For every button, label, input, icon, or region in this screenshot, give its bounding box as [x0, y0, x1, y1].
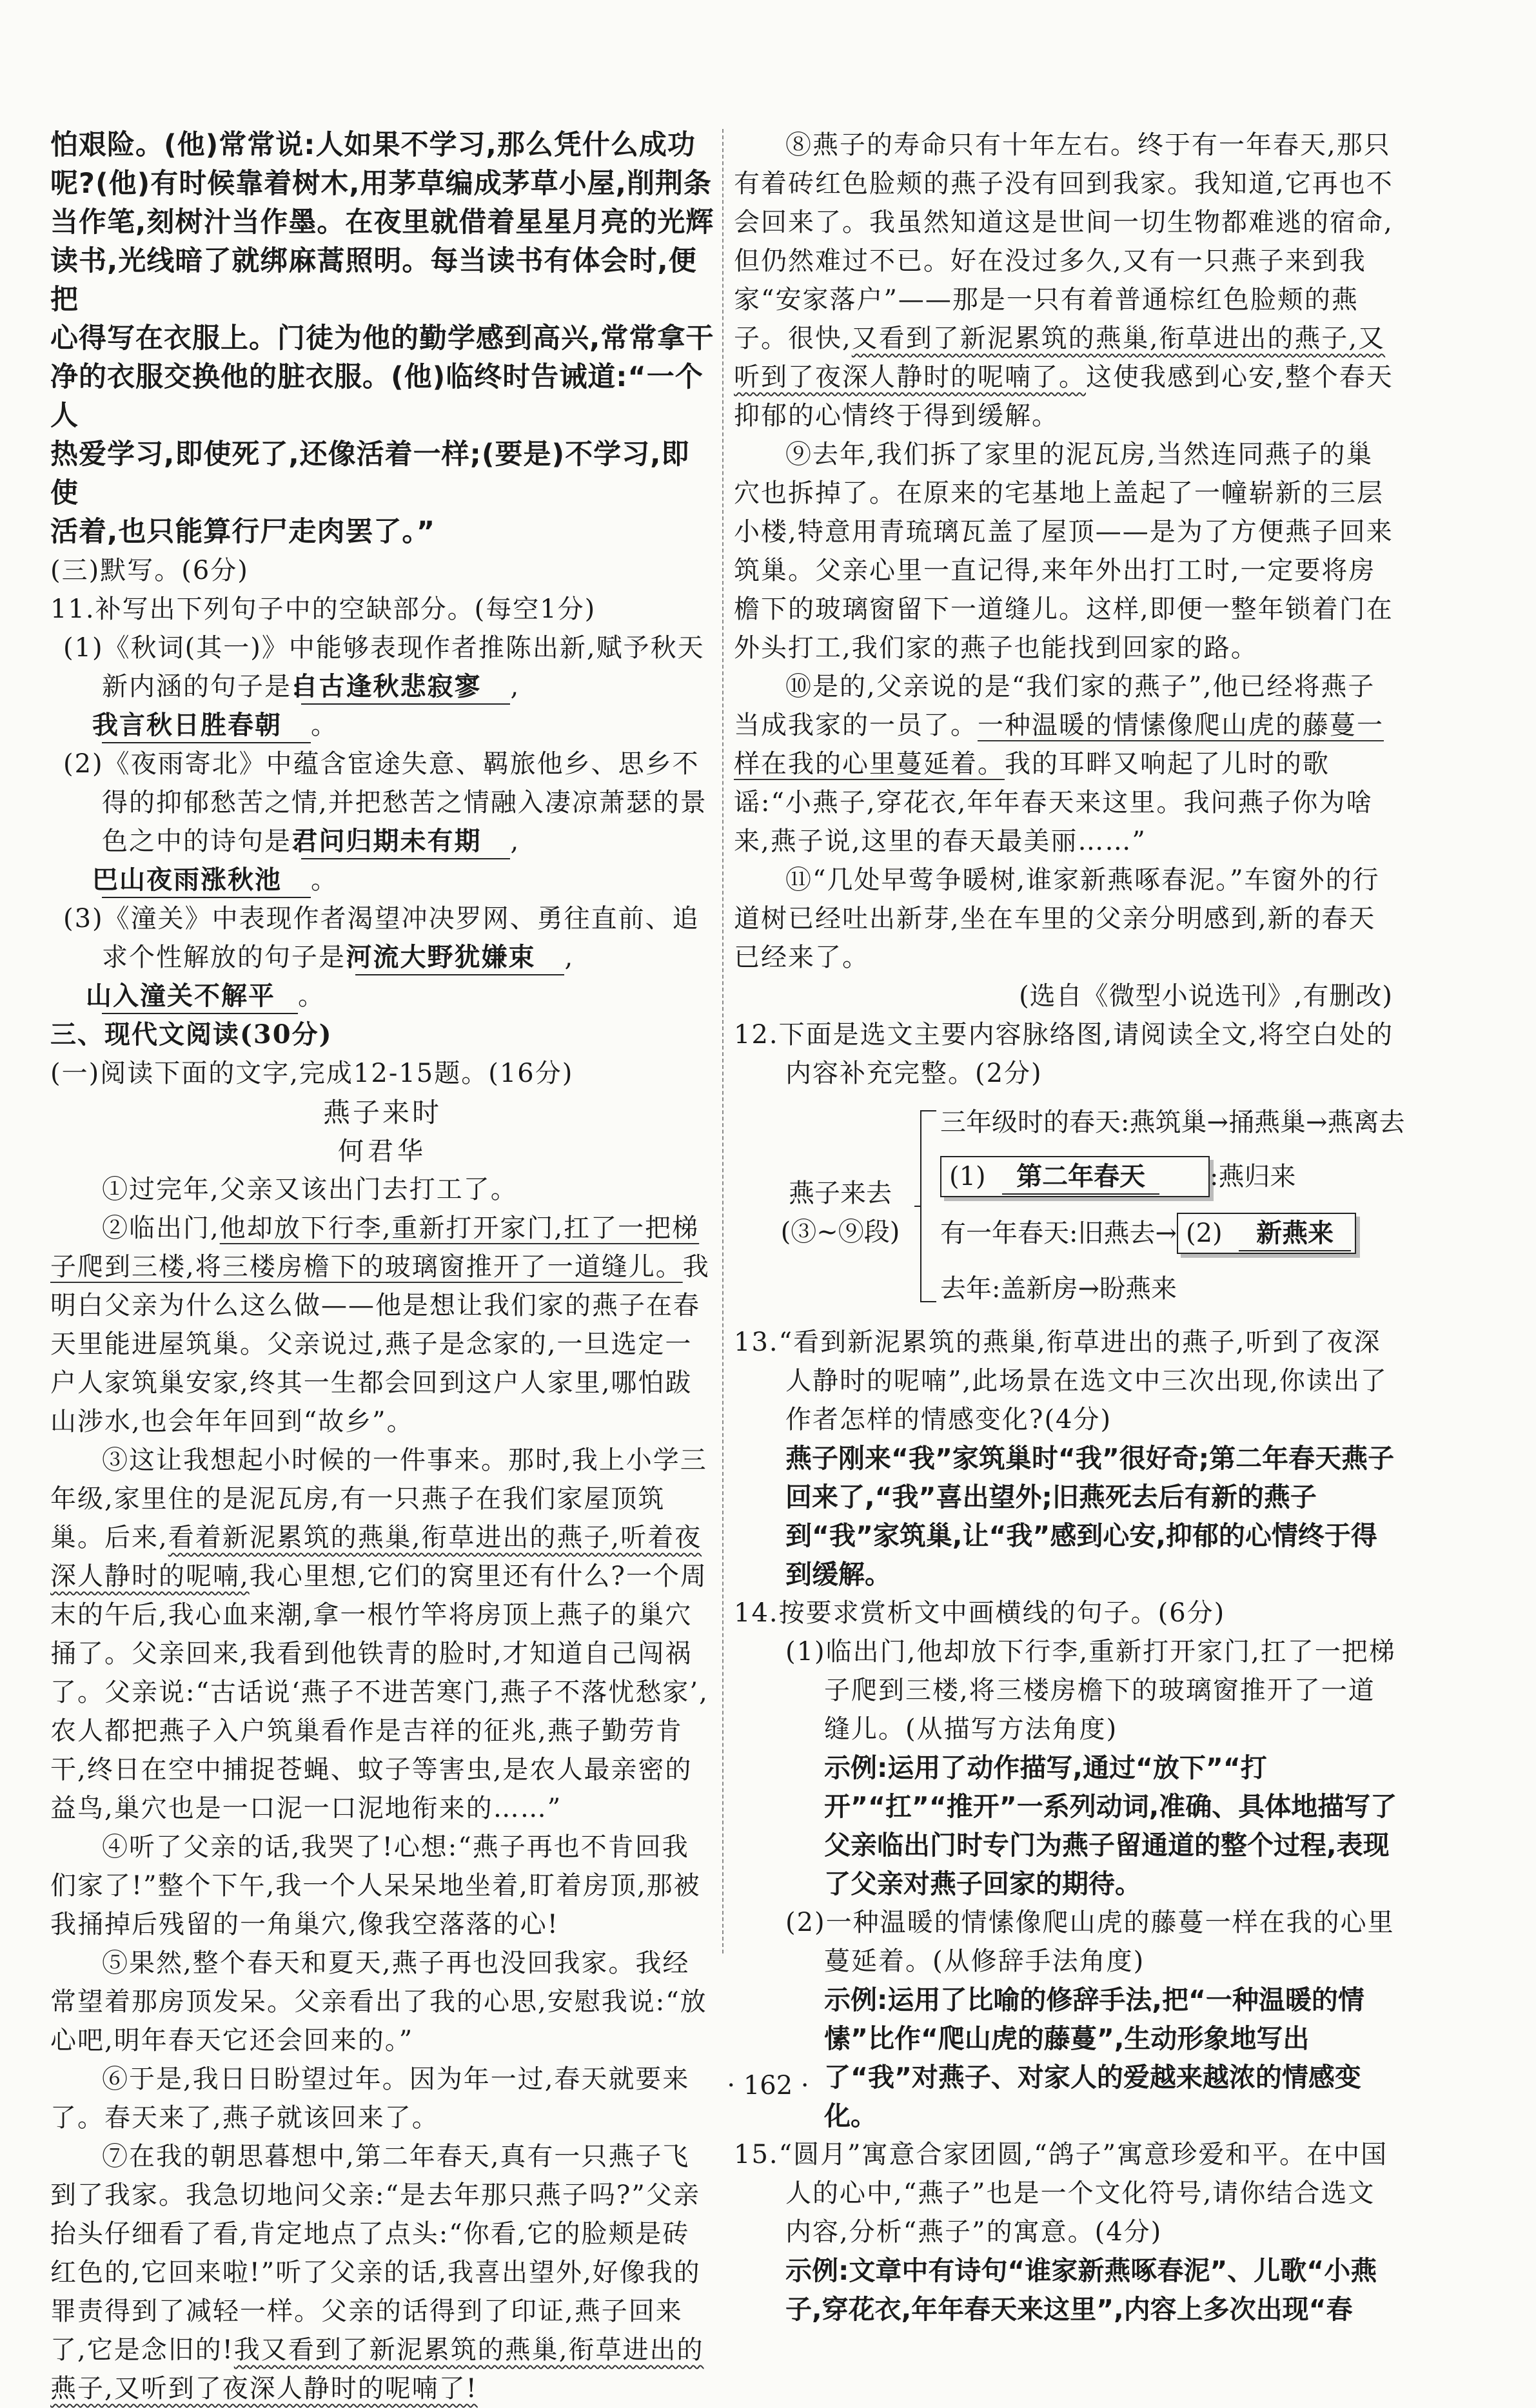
question-13: 13.“看到新泥累筑的燕巢,衔草进出的燕子,听到了夜深人静时的呢喃”,此场景在选文中三次出现,你读出了作者怎样的情感变化?(4分) [734, 1327, 1388, 1434]
paragraph-4: ④听了父亲的话,我哭了!心想:“燕子再也不肯回我们家了!”整个下午,我一个人呆呆地坐着,盯着房顶,那被我捅掉后残留的一角巢穴,像我空落落的心! [50, 1832, 701, 1939]
comma: , [564, 943, 575, 972]
wavy-scene-3: 又看到了新泥累筑的燕巢,衔草进出的燕子,又听到了夜深人静时的呢喃了。 [734, 324, 1386, 392]
diagram-answer-1[interactable]: 第二年春天 [1002, 1160, 1159, 1195]
paragraph-11: ⑪“几处早莺争暖树,谁家新燕啄春泥。”车窗外的行道树已经吐出新芽,坐在车里的父亲分明感到,新的春天已经来了。 [734, 865, 1380, 972]
wavy-scene-1: 看着新泥累筑的燕巢,衔草进出的燕子,听着夜深人静时的呢喃, [50, 1523, 702, 1591]
reading-instructions: (一)阅读下面的文字,完成12-15题。(16分) [50, 1059, 574, 1088]
p3-lead: ③这让我想起小时候的一件事来。那时,我上小学三年级,家里住的是泥瓦房,有一只燕子在我们家屋顶筑巢。后来, [50, 1445, 707, 1552]
diagram-row-1: 三年级时的春天:燕筑巢→捅燕巢→燕离去 [940, 1108, 1405, 1137]
paragraph-5: ⑤果然,整个春天和夏天,燕子再也没回我家。我经常望着那房顶发呆。父亲看出了我的心思,安慰我说:“放心吧,明年春天它还会回来的。” [50, 1948, 707, 2055]
article-author: 何君华 [338, 1137, 427, 1166]
intro-line: 活着,也只能算行尸走肉罢了。” [50, 516, 436, 548]
wavy-scene-2: 我又看到了新泥累筑的燕巢,衔草进出的燕子,又听到了夜深人静时的呢喃了! [50, 2335, 704, 2403]
diagram-root-range: (③~⑨段) [780, 1217, 900, 1247]
q11-1-answer-b[interactable]: 我言秋日胜春朝 [102, 709, 311, 743]
diagram-row-3-prefix: 有一年春天:旧燕去→ [940, 1219, 1177, 1248]
p8-lead: ⑧燕子的寿命只有十年左右。终于有一年春天,那只有着砖红色脸颊的燕子没有回到我家。我知道,它再也不会回来了。我虽然知道这是世间一切生物都难逃的宿命,但仍然难过不已。好在没过多久,又有一只燕子来到我家“安家落户”——那是一只有着普通棕红色脸颊的燕子。很快, [734, 130, 1393, 353]
intro-line: 怕艰险。(他)常常说:人如果不学习,那么凭什么成功 [50, 129, 696, 161]
underlined-sentence-1: 他却放下行李,重新打开家门,扛了一把梯子爬到三楼,将三楼房檐下的玻璃窗推开了一道缝儿。 [50, 1213, 700, 1282]
underlined-sentence-2: 一种温暖的情愫像爬山虎的藤蔓一样在我的心里蔓延着。 [734, 710, 1384, 779]
paragraph-8 [734, 126, 1398, 435]
diagram-answer-2[interactable]: 新燕来 [1239, 1217, 1351, 1251]
p8-rest: 这使我感到心安,整个春天抑郁的心情终于得到缓解。 [734, 362, 1393, 431]
diagram-root [779, 1174, 901, 1251]
q11-2-answer-a[interactable]: 君问归期未有期 [301, 825, 510, 859]
q15-answer: 示例:文章中有诗句“谁家新燕啄春泥”、儿歌“小燕子,穿花衣,年年春天来这里”,内容上多次出现“春 [785, 2255, 1377, 2325]
intro-line: 当作笔,刻树汁当作墨。在夜里就借着星星月亮的光辉 [50, 206, 714, 239]
comma: , [510, 827, 520, 856]
intro-line: 热爱学习,即使死了,还像活着一样;(要是)不学习,即使 [50, 438, 690, 509]
diagram-box-1[interactable] [940, 1156, 1210, 1197]
q14-1-answer: 示例:运用了动作描写,通过“放下”“打开”“扛”“推开”一系列动词,准确、具体地描写了父亲临出门时专门为燕子留通道的整个过程,表现了父亲对燕子回家的期待。 [824, 1752, 1397, 1899]
right-column [734, 126, 1405, 2329]
intro-line: 净的衣服交换他的脏衣服。(他)临终时告诫道:“一个人 [50, 361, 704, 432]
q14-part-2: (2)一种温暖的情愫像爬山虎的藤蔓一样在我的心里蔓延着。(从修辞手法角度) [785, 1908, 1395, 1976]
q14-part-1: (1)临出门,他却放下行李,重新打开家门,扛了一把梯子爬到三楼,将三楼房檐下的玻璃窗推开了一道缝儿。(从描写方法角度) [785, 1637, 1396, 1744]
article-source: (选自《微型小说选刊》,有删改) [1019, 981, 1393, 1011]
p2-lead: ②临出门, [102, 1213, 220, 1243]
diagram-row-2-suffix: :燕归来 [1210, 1162, 1296, 1191]
left-column [50, 126, 714, 2408]
box-label: (1) [949, 1162, 986, 1191]
column-divider [722, 129, 724, 1953]
diagram-box-2[interactable] [1177, 1213, 1356, 1254]
article-title: 燕子来时 [322, 1097, 442, 1128]
p10-lead: ⑩是的,父亲说的是“我们家的燕子”,他已经将燕子当成我家的一员了。 [734, 672, 1375, 740]
p3-rest: 我心里想,它们的窝里还有什么?一个周末的午后,我心血来潮,拿一根竹竿将房顶上燕子的巢穴捅了。父亲回来,我看到他铁青的脸时,才知道自己闯祸了。父亲说:“古话说‘燕子不进苦寒门,燕子不落忧愁家’,农人都把燕子入户筑巢看作是吉祥的征兆,燕子勤劳肯干,终日在空中捕捉苍蝇、蚊子等害虫,是农人最亲密的益鸟,巢穴也是一口泥一口泥地衔来的……” [50, 1561, 709, 1823]
paragraph-3 [50, 1441, 714, 1828]
question-12: 12.下面是选文主要内容脉络图,请阅读全文,将空白处的内容补充完整。(2分) [734, 1020, 1394, 1088]
q11-1-answer-a[interactable]: 自古逢秋悲寂寥 [301, 670, 510, 705]
paragraph-1: ①过完年,父亲又该出门去打工了。 [102, 1175, 518, 1204]
q14-2-answer: 示例:运用了比喻的修辞手法,把“一种温暖的情愫”比作“爬山虎的藤蔓”,生动形象地写出了“我”对燕子、对家人的爱越来越浓的情感变化。 [824, 1984, 1364, 2131]
q11-1-text: (1)《秋词(其一)》中能够表现作者推陈出新,赋予秋天新内涵的句子是: [63, 633, 705, 701]
page-number: · 162 · [727, 2071, 809, 2100]
paragraph-10 [734, 667, 1398, 861]
diagram-row-4: 去年:盖新房→盼燕来 [940, 1274, 1177, 1304]
brace-icon [914, 1110, 938, 1303]
q11-part-1 [63, 629, 714, 745]
comma: , [510, 672, 520, 701]
box-label: (2) [1186, 1219, 1223, 1248]
paragraph-7 [50, 2137, 714, 2408]
q11-part-3 [63, 899, 714, 1015]
question-15: 15.“圆月”寓意合家团圆,“鸽子”寓意珍爱和平。在中国人的心中,“燕子”也是一个文化符号,请你结合选文内容,分析“燕子”的寓意。(4分) [734, 2140, 1388, 2247]
q11-3-answer-a[interactable]: 河流大野犹嫌束 [355, 941, 564, 975]
intro-line: 心得写在衣服上。门徒为他的勤学感到高兴,常常拿干 [50, 322, 714, 355]
p10-rest: 我的耳畔又响起了儿时的歌谣:“小燕子,穿花衣,年年春天来这里。我问燕子你为啥来,燕子说,这里的春天最美丽……” [734, 749, 1374, 856]
q11-2-answer-b[interactable]: 巴山夜雨涨秋池 [102, 863, 311, 898]
period: 。 [311, 865, 338, 895]
q11-part-2 [63, 745, 714, 899]
intro-line: 呢?(他)有时候靠着树木,用茅草编成茅草小屋,削荆条 [50, 168, 712, 200]
section-heading: (三)默写。(6分) [50, 556, 249, 585]
diagram-root-label: 燕子来去 [789, 1179, 892, 1208]
q11-3-text: (3)《潼关》中表现作者渴望冲决罗网、勇往直前、追求个性解放的句子是: [63, 904, 700, 972]
content-flow-diagram [734, 1097, 1405, 1319]
question-11-stem: 11.补写出下列句子中的空缺部分。(每空1分) [50, 594, 596, 624]
intro-line: 读书,光线暗了就绑麻蒿照明。每当读书有体会时,便把 [50, 245, 697, 316]
diagram-row-2 [940, 1156, 1295, 1197]
q13-answer: 燕子刚来“我”家筑巢时“我”很好奇;第二年春天燕子回来了,“我”喜出望外;旧燕死去后有新的燕子到“我”家筑巢,让“我”感到心安,抑郁的心情终于得到缓解。 [785, 1443, 1395, 1590]
paragraph-6: ⑥于是,我日日盼望过年。因为年一过,春天就要来了。春天来了,燕子就该回来了。 [50, 2064, 690, 2133]
period: 。 [311, 710, 338, 740]
q11-3-answer-b[interactable]: 山入潼关不解平 [102, 979, 298, 1014]
diagram-row-3 [940, 1213, 1356, 1254]
q11-2-text: (2)《夜雨寄北》中蕴含宦途失意、羁旅他乡、思乡不得的抑郁愁苦之情,并把愁苦之情融入凄凉萧瑟的景色之中的诗句是: [63, 749, 707, 856]
paragraph-9: ⑨去年,我们拆了家里的泥瓦房,当然连同燕子的巢穴也拆掉了。在原来的宅基地上盖起了一幢崭新的三层小楼,特意用青琉璃瓦盖了屋顶——是为了方便燕子回来筑巢。父亲心里一直记得,来年外出打工时,一定要将房檐下的玻璃窗留下一道缝儿。这样,即便一整年锁着门在外头打工,我们家的燕子也能找到回家的路。 [734, 440, 1393, 663]
p7-lead: ⑦在我的朝思暮想中,第二年春天,真有一只燕子飞到了我家。我急切地问父亲:“是去年那只燕子吗?”父亲抬头仔细看了看,肯定地点了点头:“你看,它的脸颊是砖红色的,它回来啦!”听了父亲的话,我喜出望外,好像我的罪责得到了减轻一样。父亲的话得到了印证,燕子回来了,它是念旧的! [50, 2142, 701, 2365]
period: 。 [298, 981, 325, 1011]
p2-rest: 我明白父亲为什么这么做——他是想让我们家的燕子在春天里能进屋筑巢。父亲说过,燕子是念家的,一旦选定一户人家筑巢安家,终其一生都会回到这户人家里,哪怕跋山涉水,也会年年回到“故乡”。 [50, 1252, 710, 1436]
part-3-heading: 三、现代文阅读(30分) [50, 1019, 333, 1050]
paragraph-2 [50, 1209, 714, 1441]
intro-translation [50, 126, 714, 551]
question-14: 14.按要求赏析文中画横线的句子。(6分) [734, 1598, 1226, 1628]
